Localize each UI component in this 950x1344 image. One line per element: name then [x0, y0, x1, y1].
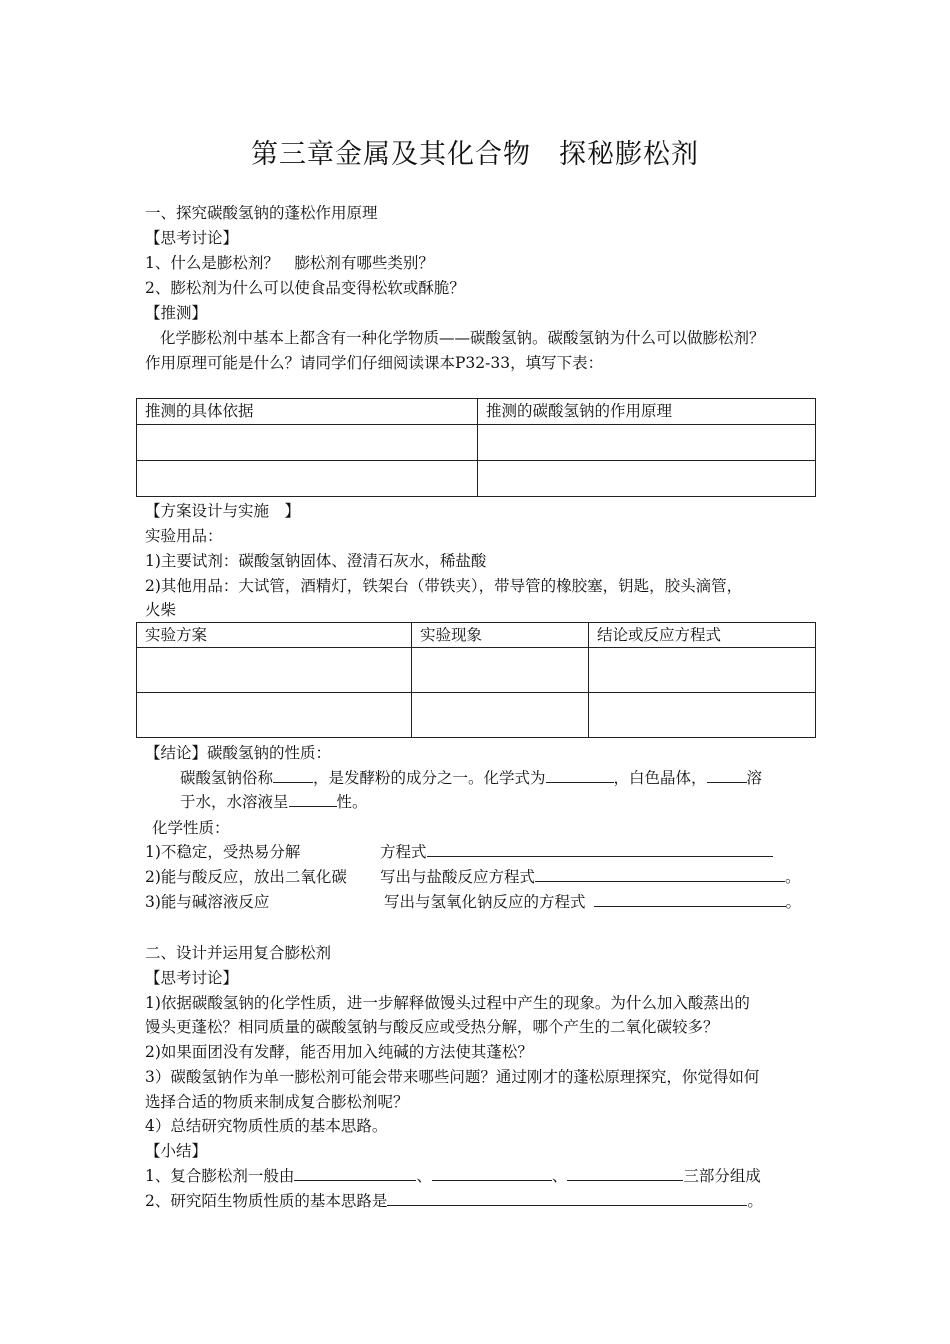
- blank-solution-nature[interactable]: [289, 790, 337, 807]
- property-1-answer: 方程式: [380, 840, 773, 864]
- conclusion-label: 【结论】碳酸氢钠的性质：: [145, 744, 332, 762]
- property-sentence-line-1: 碳酸氢钠俗称 ，是发酵粉的成分之一。化学式为 ，白色晶体， 溶: [180, 766, 762, 790]
- table-cell[interactable]: [137, 425, 478, 461]
- blank-solubility[interactable]: [707, 766, 747, 783]
- table-header-conclusion: 结论或反应方程式: [589, 623, 816, 648]
- think-discuss-label-2: 【思考讨论】: [145, 969, 239, 987]
- property-3-answer: 写出与氢氧化钠反应的方程式 。: [384, 890, 801, 914]
- table-header-principle: 推测的碳酸氢钠的作用原理: [478, 399, 816, 425]
- discussion-3-line-1: 3）碳酸氢钠作为单一膨松剂可能会带来哪些问题？通过刚才的蓬松原理探究，你觉得如何: [145, 1068, 760, 1086]
- property-1: 1)不稳定，受热易分解: [145, 843, 301, 861]
- property-sentence-line-2: 于水，水溶液呈 性。: [180, 790, 368, 814]
- section-1-heading: 一、探究碳酸氢钠的蓬松作用原理: [145, 204, 378, 222]
- blank-component-3[interactable]: [567, 1164, 683, 1181]
- chemical-properties-label: 化学性质：: [152, 819, 230, 837]
- table-cell[interactable]: [137, 648, 412, 693]
- supplies-label: 实验用品：: [145, 527, 223, 545]
- guess-paragraph-line-2: 作用原理可能是什么？请同学们仔细阅读课本P32-33，填写下表：: [145, 354, 604, 372]
- table-cell[interactable]: [589, 648, 816, 693]
- reagents-line: 1)主要试剂：碳酸氢钠固体、澄清石灰水，稀盐酸: [145, 552, 487, 570]
- table-cell[interactable]: [589, 693, 816, 738]
- blank-hcl-equation[interactable]: [535, 865, 785, 882]
- table-header-basis: 推测的具体依据: [137, 399, 478, 425]
- table-cell[interactable]: [478, 425, 816, 461]
- guess-paragraph-line-1: 化学膨松剂中基本上都含有一种化学物质——碳酸氢钠。碳酸氢钠为什么可以做膨松剂？: [160, 329, 765, 347]
- summary-label: 【小结】: [145, 1142, 208, 1160]
- table-cell[interactable]: [412, 693, 589, 738]
- discussion-4: 4）总结研究物质性质的基本思路。: [145, 1117, 388, 1135]
- blank-common-name[interactable]: [273, 766, 313, 783]
- page-title: 第三章金属及其化合物 探秘膨松剂: [251, 139, 699, 170]
- blank-component-1[interactable]: [294, 1164, 416, 1181]
- table-header-phenomenon: 实验现象: [412, 623, 589, 648]
- table-header-plan: 实验方案: [137, 623, 412, 648]
- table-cell[interactable]: [478, 461, 816, 497]
- blank-component-2[interactable]: [432, 1164, 552, 1181]
- blank-research-approach[interactable]: [387, 1189, 747, 1206]
- summary-1: 1、复合膨松剂一般由 、 、 三部分组成: [145, 1164, 761, 1188]
- property-2: 2)能与酸反应，放出二氧化碳: [145, 868, 347, 886]
- discussion-2: 2)如果面团没有发酵，能否用加入纯碱的方法使其蓬松？: [145, 1043, 533, 1061]
- question-1: 1、什么是膨松剂？ 膨松剂有哪些类别？: [145, 254, 434, 272]
- discussion-3-line-2: 选择合适的物质来制成复合膨松剂呢？: [145, 1093, 409, 1111]
- table-cell[interactable]: [412, 648, 589, 693]
- hypothesis-table: [136, 398, 816, 497]
- blank-decomposition-equation[interactable]: [427, 840, 773, 857]
- experiment-table: [136, 622, 816, 738]
- other-supplies-line-2: 火柴: [145, 601, 177, 619]
- design-label: 【方案设计与实施 】: [145, 502, 301, 520]
- section-2-heading: 二、设计并运用复合膨松剂: [145, 944, 332, 962]
- discussion-1-line-1: 1)依据碳酸氢钠的化学性质，进一步解释做馒头过程中产生的现象。为什么加入酸蒸出的: [145, 994, 750, 1012]
- guess-label: 【推测】: [145, 304, 208, 322]
- property-3: 3)能与碱溶液反应: [145, 893, 270, 911]
- table-cell[interactable]: [137, 693, 412, 738]
- other-supplies-line-1: 2)其他用品：大试管，酒精灯，铁架台（带铁夹），带导管的橡胶塞，钥匙，胶头滴管，: [145, 577, 743, 595]
- table-cell[interactable]: [137, 461, 478, 497]
- summary-2: 2、研究陌生物质性质的基本思路是 。: [145, 1189, 763, 1213]
- blank-formula[interactable]: [546, 766, 614, 783]
- property-2-answer: 写出与盐酸反应方程式 。: [380, 865, 801, 889]
- discussion-1-line-2: 馒头更蓬松？相同质量的碳酸氢钠与酸反应或受热分解，哪个产生的二氧化碳较多？: [145, 1018, 719, 1036]
- question-2: 2、膨松剂为什么可以使食品变得松软或酥脆？: [145, 279, 465, 297]
- think-discuss-label: 【思考讨论】: [145, 229, 239, 247]
- blank-naoh-equation[interactable]: [594, 890, 786, 907]
